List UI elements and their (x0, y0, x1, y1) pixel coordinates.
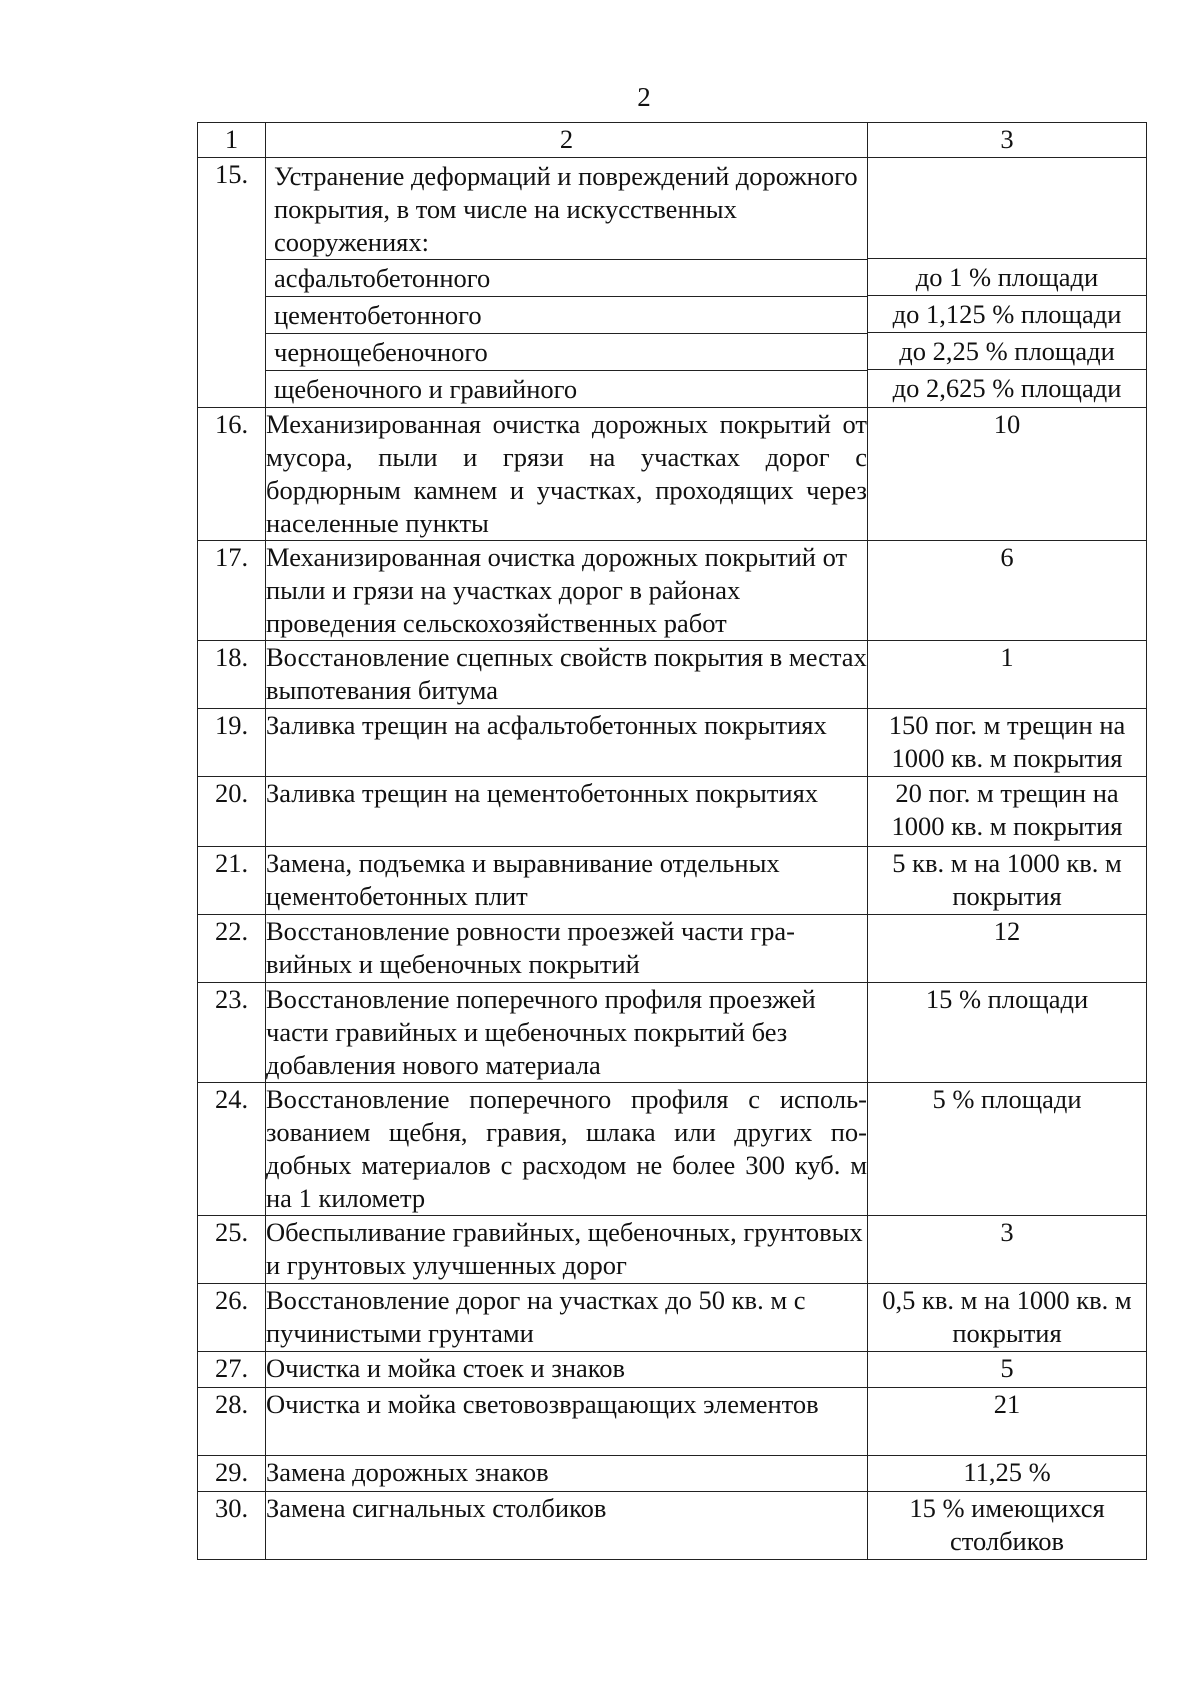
row-number: 24. (198, 1083, 266, 1216)
table-row (198, 847, 1147, 915)
row-description: Заливка трещин на цементобетонных покрытиях (266, 777, 868, 847)
table-row (198, 1284, 1147, 1352)
row-15-description (266, 158, 868, 408)
row-number: 21. (198, 847, 266, 915)
row-15-values (868, 158, 1147, 408)
row-number: 25. (198, 1216, 266, 1284)
row-15-item-value: до 2,25 % площади (868, 332, 1146, 369)
row-description: Восстановление поперечного профиля проезжей части гравийных и щебеночных покрытий без добавления нового материала (266, 983, 868, 1083)
row-number: 19. (198, 709, 266, 777)
row-description: Восстановление поперечного профиля с использованием щебня, гравия, шлака или других подобных материалов с расходом не более 300 куб. м на 1 километр (266, 1083, 868, 1216)
page-number: 2 (637, 82, 651, 112)
row-description: Обеспыливание гравийных, щебеночных, грунтовых и грунтовых улучшенных дорог (266, 1216, 868, 1284)
row-value: 5 кв. м на 1000 кв. м покрытия (868, 847, 1147, 915)
row-number: 23. (198, 983, 266, 1083)
table-row-15 (198, 158, 1147, 408)
row-15-item-value: до 2,625 % площади (868, 369, 1146, 406)
row-value: 15 % площади (868, 983, 1147, 1083)
row-15-title: Устранение деформаций и повреждений дорожного покрытия, в том числе на искусственных сооружениях: (274, 161, 858, 257)
table-row (198, 641, 1147, 709)
row-value: 0,5 кв. м на 1000 кв. м покрытия (868, 1284, 1147, 1352)
row-description: Замена сигнальных столбиков (266, 1492, 868, 1560)
row-value: 3 (868, 1216, 1147, 1284)
norms-table (197, 122, 1147, 1560)
row-description: Замена, подъемка и выравнивание отдельных цементобетонных плит (266, 847, 868, 915)
row-value: 20 пог. м трещин на 1000 кв. м покрытия (868, 777, 1147, 847)
row-number: 15. (198, 158, 266, 408)
table-row (198, 1388, 1147, 1456)
row-15-item-label: щебеночного и гравийного (266, 370, 867, 407)
row-value: 10 (868, 408, 1147, 541)
table-row (198, 1456, 1147, 1492)
table-row (198, 541, 1147, 641)
header-col-2: 2 (266, 123, 868, 158)
row-number: 18. (198, 641, 266, 709)
row-value: 6 (868, 541, 1147, 641)
row-description: Восстановление ровности проезжей части гравийных и щебеночных покрытий (266, 915, 868, 983)
row-number: 28. (198, 1388, 266, 1456)
row-number: 16. (198, 408, 266, 541)
header-row (198, 123, 1147, 158)
row-description: Очистка и мойка стоек и знаков (266, 1352, 868, 1388)
row-15-item-label: асфальтобетонного (266, 259, 867, 296)
row-description: Восстановление дорог на участках до 50 кв. м с пучинистыми грунтами (266, 1284, 868, 1352)
row-value: 1 (868, 641, 1147, 709)
row-number: 29. (198, 1456, 266, 1492)
row-number: 17. (198, 541, 266, 641)
header-col-1: 1 (198, 123, 266, 158)
row-value: 12 (868, 915, 1147, 983)
row-value: 15 % имеющихся столбиков (868, 1492, 1147, 1560)
table-row (198, 1083, 1147, 1216)
row-15-item-label: чернощебеночного (266, 333, 867, 370)
table-row (198, 709, 1147, 777)
row-number: 30. (198, 1492, 266, 1560)
row-value: 21 (868, 1388, 1147, 1456)
table-row (198, 983, 1147, 1083)
table-row (198, 1216, 1147, 1284)
row-15-item-value: до 1 % площади (868, 258, 1146, 295)
table-row (198, 915, 1147, 983)
table-row (198, 777, 1147, 847)
row-number: 26. (198, 1284, 266, 1352)
row-value: 150 пог. м трещин на 1000 кв. м покрытия (868, 709, 1147, 777)
row-description: Механизированная очистка дорожных покрытий от пыли и грязи на участках дорог в районах проведения сельскохозяйственных работ (266, 541, 868, 641)
table-row (198, 408, 1147, 541)
row-value: 11,25 % (868, 1456, 1147, 1492)
row-15-item-label: цементобетонного (266, 296, 867, 333)
table-row (198, 1352, 1147, 1388)
row-number: 27. (198, 1352, 266, 1388)
header-col-3: 3 (868, 123, 1147, 158)
row-value: 5 % площади (868, 1083, 1147, 1216)
row-number: 22. (198, 915, 266, 983)
row-value: 5 (868, 1352, 1147, 1388)
row-description: Восстановление сцепных свойств покрытия в местах выпотевания битума (266, 641, 868, 709)
row-number: 20. (198, 777, 266, 847)
row-15-item-value: до 1,125 % площади (868, 295, 1146, 332)
table-row (198, 1492, 1147, 1560)
row-description: Замена дорожных знаков (266, 1456, 868, 1492)
row-description: Заливка трещин на асфальтобетонных покрытиях (266, 709, 868, 777)
row-description: Очистка и мойка световозвращающих элементов (266, 1388, 868, 1456)
row-description: Механизированная очистка дорожных покрытий от мусора, пыли и грязи на участках дорог с бордюрным камнем и участках, проходящих через населенные пункты (266, 408, 868, 541)
